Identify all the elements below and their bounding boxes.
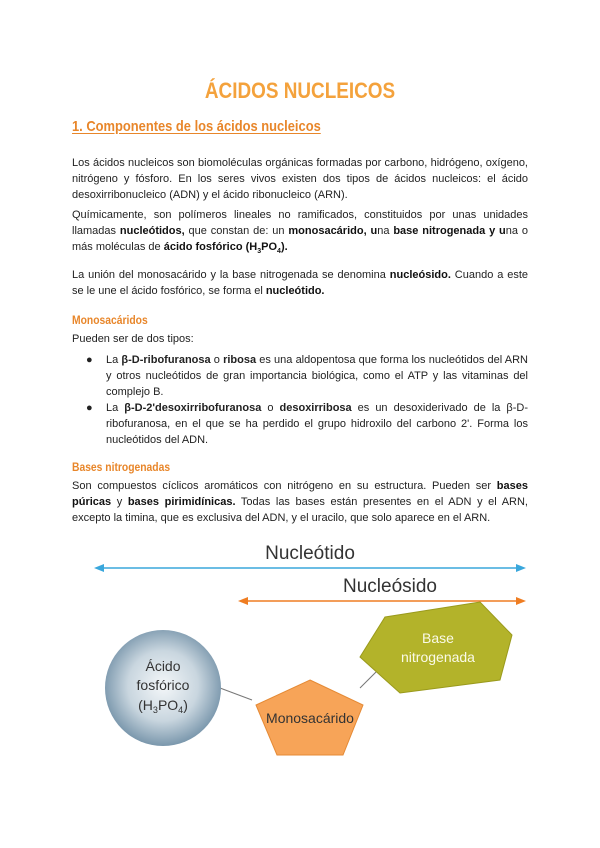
paragraph-tipos: Pueden ser de dos tipos: <box>72 333 194 345</box>
formula-part: ) <box>183 697 188 713</box>
bold-term: desoxirribosa <box>279 402 352 414</box>
base-label-line1: Base <box>422 630 454 646</box>
formula-part: ). <box>280 241 288 253</box>
section-heading-bases: Bases nitrogenadas <box>72 460 171 474</box>
text: es un desoxiderivado de la β-D-ribofuranosa, en el que se ha perdido el grupo hidroxilo del carbono 2'. Forma los nucleótidos del ADN. <box>106 402 529 446</box>
bold-nucleotido: nucleótido. <box>265 285 325 297</box>
monosacaridos-list <box>72 352 528 448</box>
formula-sub: 4 <box>277 248 281 256</box>
nucleosido-arrow <box>238 597 526 605</box>
nucleotide-diagram <box>0 530 600 770</box>
formula-part: ácido fosfórico (H <box>163 241 258 253</box>
arrow-head-right-icon <box>516 564 526 572</box>
nucleotido-arrow <box>94 564 526 572</box>
base-nitrogenada-hexagon <box>360 602 512 693</box>
bold-term: ribosa <box>223 354 257 366</box>
bold-term: β-D-ribofuranosa <box>121 354 211 366</box>
arrow-head-left-icon <box>238 597 248 605</box>
bold-term: bases pirimidínicas. <box>127 496 236 508</box>
bullet-icon: ● <box>86 354 93 366</box>
text: o <box>210 354 224 366</box>
bond-line <box>220 688 252 700</box>
text: na o más moléculas de <box>72 225 528 253</box>
list-item <box>72 352 528 400</box>
bold-nucleosido: nucleósido. <box>389 269 451 281</box>
paragraph-intro: Los ácidos nucleicos son biomoléculas orgánicas formadas por carbono, hidrógeno, oxígeno, nitrógeno y fósforo. En los seres vivos existen dos tipos de ácidos nucleicos: el ácido desoxirribonucleico (ADN) y el ácido ribonucleico (ARN). <box>72 157 528 201</box>
paragraph-bases <box>72 478 528 526</box>
page-title: ÁCIDOS NUCLEICOS <box>204 78 396 103</box>
formula-part: PO <box>261 241 278 253</box>
paragraph-composicion <box>72 207 528 260</box>
formula-sub: 4 <box>178 705 184 715</box>
bullet-icon: ● <box>86 402 93 414</box>
text: o <box>261 402 280 414</box>
text: La <box>106 354 122 366</box>
paragraph-nucleosido <box>72 267 528 299</box>
formula-sub: 3 <box>257 248 262 256</box>
text: y <box>111 496 128 508</box>
text: La <box>106 402 125 414</box>
bold-monosacarido: monosacárido, u <box>288 225 378 237</box>
text: La unión del monosacárido y la base nitrogenada se denomina <box>72 269 390 281</box>
text: na <box>377 225 394 237</box>
section-heading-monosacaridos: Monosacáridos <box>72 313 148 327</box>
monosacarido-label: Monosacárido <box>266 710 354 726</box>
formula-part: (H <box>138 697 153 713</box>
nucleotido-label: Nucleótido <box>265 543 355 564</box>
section-heading-componentes: 1. Componentes de los ácidos nucleicos <box>72 118 321 135</box>
bold-acido-fosforico <box>163 241 288 256</box>
formula-part: PO <box>157 697 179 713</box>
base-label-line2: nitrogenada <box>401 649 475 665</box>
text: Cuando a este se le une el ácido fosfórico, se forma el <box>72 269 528 297</box>
bold-nucleotidos: nucleótidos, <box>119 225 185 237</box>
bold-term: bases púricas <box>72 480 528 508</box>
text: Químicamente, son polímeros lineales no ramificados, constituidos por unas unidades llamadas <box>72 209 528 237</box>
text: Todas las bases están presentes en el ADN y el ARN, excepto la timina, que es exclusiva del ADN, y el uracilo, que solo aparece en el ARN. <box>72 496 528 524</box>
formula-sub: 3 <box>152 705 158 715</box>
acido-label-line2: fosfórico <box>136 677 190 693</box>
nucleosido-label: Nucleósido <box>343 576 437 597</box>
text: es una aldopentosa que forma los nucleótidos del ARN y otros nucleótidos de gran importancia biológica, como el ATP y las vitaminas del complejo B. <box>106 354 528 398</box>
bold-term: β-D-2'desoxirribofuranosa <box>124 402 262 414</box>
list-item <box>72 400 528 448</box>
text: que constan de: un <box>184 225 289 237</box>
bold-base: base nitrogenada y u <box>393 225 506 237</box>
text: Son compuestos cíclicos aromáticos con nitrógeno en su estructura. Pueden ser <box>72 480 497 492</box>
arrow-head-right-icon <box>516 597 526 605</box>
acido-label-line1: Ácido <box>145 658 181 674</box>
arrow-head-left-icon <box>94 564 104 572</box>
